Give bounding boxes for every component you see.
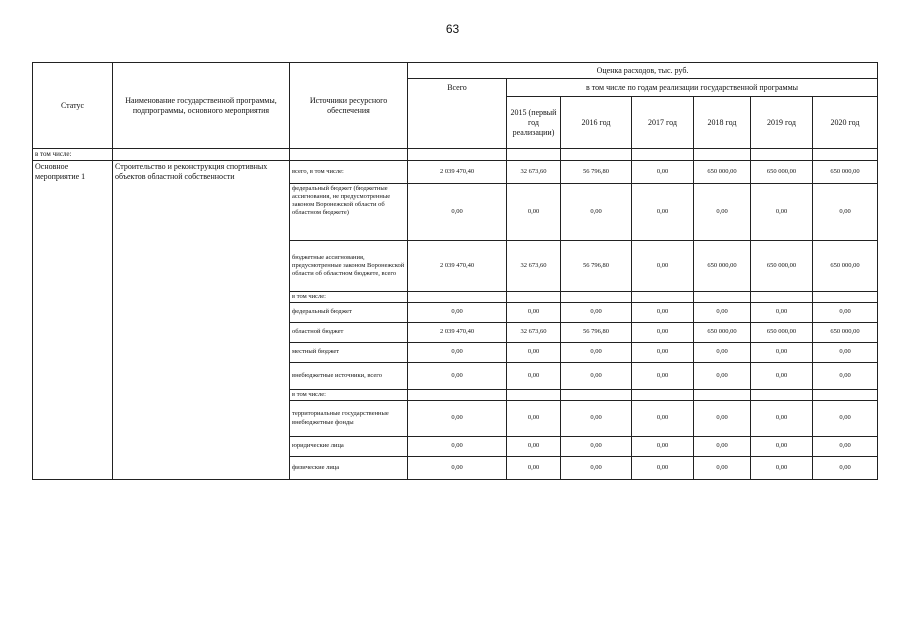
value-cell: 650 000,00 [694, 240, 751, 291]
value-cell [813, 389, 878, 400]
value-cell [694, 389, 751, 400]
value-cell: 0,00 [751, 362, 813, 389]
table-row [33, 160, 878, 183]
value-cell: 0,00 [632, 342, 694, 362]
value-cell: 32 673,60 [507, 240, 561, 291]
value-cell [632, 291, 694, 302]
value-cell: 0,00 [813, 401, 878, 437]
source-label: внебюджетные источники, всего [290, 362, 408, 389]
value-cell: 0,00 [694, 401, 751, 437]
value-cell: 0,00 [561, 457, 632, 480]
value-cell: 0,00 [751, 342, 813, 362]
value-cell: 0,00 [813, 437, 878, 457]
value-cell: 32 673,60 [507, 322, 561, 342]
source-label: всего, в том числе: [290, 160, 408, 183]
value-cell: 0,00 [813, 457, 878, 480]
value-cell: 650 000,00 [751, 160, 813, 183]
value-cell: 32 673,60 [507, 160, 561, 183]
source-label: в том числе: [290, 291, 408, 302]
including-row [33, 149, 878, 161]
value-cell: 0,00 [694, 183, 751, 240]
value-cell [813, 291, 878, 302]
value-cell: 0,00 [561, 302, 632, 322]
value-cell: 0,00 [632, 240, 694, 291]
value-cell: 650 000,00 [813, 160, 878, 183]
value-cell [751, 291, 813, 302]
value-cell: 650 000,00 [751, 240, 813, 291]
value-cell: 0,00 [408, 183, 507, 240]
value-cell: 650 000,00 [813, 240, 878, 291]
source-label: бюджетные ассигнования, предусмотренные законом Воронежской области об областном бюджете, всего [290, 240, 408, 291]
name-cell: Строительство и реконструкция спортивных объектов областной собственности [113, 160, 290, 479]
budget-table [32, 62, 878, 480]
value-cell: 0,00 [632, 457, 694, 480]
value-cell [561, 389, 632, 400]
value-cell: 0,00 [507, 183, 561, 240]
value-cell [408, 389, 507, 400]
value-cell: 0,00 [561, 342, 632, 362]
value-cell: 2 039 470,40 [408, 322, 507, 342]
value-cell: 0,00 [813, 302, 878, 322]
value-cell: 0,00 [507, 362, 561, 389]
header-year-2017: 2017 год [632, 97, 694, 149]
source-label: территориальные государственные внебюджетные фонды [290, 401, 408, 437]
value-cell: 0,00 [751, 183, 813, 240]
value-cell: 2 039 470,40 [408, 240, 507, 291]
header-status: Статус [33, 63, 113, 149]
header-total: Всего [408, 79, 507, 149]
value-cell: 2 039 470,40 [408, 160, 507, 183]
source-label: федеральный бюджет (бюджетные ассигнования, не предусмотренные законом Воронежской области об областном бюджете) [290, 183, 408, 240]
header-year-2020: 2020 год [813, 97, 878, 149]
value-cell: 0,00 [813, 183, 878, 240]
value-cell: 0,00 [694, 342, 751, 362]
value-cell: 0,00 [632, 322, 694, 342]
value-cell: 0,00 [751, 302, 813, 322]
value-cell [561, 291, 632, 302]
header-estimate: Оценка расходов, тыс. руб. [408, 63, 878, 79]
value-cell: 0,00 [694, 457, 751, 480]
value-cell: 56 796,80 [561, 160, 632, 183]
header-sources: Источники ресурсного обеспечения [290, 63, 408, 149]
value-cell: 56 796,80 [561, 240, 632, 291]
value-cell: 0,00 [751, 457, 813, 480]
value-cell: 0,00 [751, 401, 813, 437]
value-cell: 0,00 [694, 302, 751, 322]
value-cell: 0,00 [632, 183, 694, 240]
value-cell: 0,00 [408, 457, 507, 480]
header-year-2019: 2019 год [751, 97, 813, 149]
value-cell: 0,00 [408, 342, 507, 362]
value-cell [694, 291, 751, 302]
header-year-2015: 2015 (первый год реализации) [507, 97, 561, 149]
value-cell: 0,00 [561, 437, 632, 457]
header-year-2016: 2016 год [561, 97, 632, 149]
header-year-2018: 2018 год [694, 97, 751, 149]
value-cell: 0,00 [632, 302, 694, 322]
value-cell: 0,00 [507, 437, 561, 457]
value-cell: 0,00 [507, 302, 561, 322]
status-cell: Основное мероприятие 1 [33, 160, 113, 479]
value-cell: 0,00 [694, 437, 751, 457]
value-cell [507, 389, 561, 400]
value-cell [507, 291, 561, 302]
value-cell: 650 000,00 [694, 322, 751, 342]
value-cell: 0,00 [408, 401, 507, 437]
value-cell [408, 291, 507, 302]
value-cell: 0,00 [408, 302, 507, 322]
source-label: физические лица [290, 457, 408, 480]
value-cell: 650 000,00 [694, 160, 751, 183]
value-cell: 0,00 [561, 362, 632, 389]
value-cell: 0,00 [632, 401, 694, 437]
value-cell: 0,00 [507, 457, 561, 480]
source-label: местный бюджет [290, 342, 408, 362]
value-cell: 0,00 [408, 437, 507, 457]
value-cell: 0,00 [694, 362, 751, 389]
value-cell: 650 000,00 [751, 322, 813, 342]
header-by-years: в том числе по годам реализации государственной программы [507, 79, 878, 97]
value-cell: 56 796,80 [561, 322, 632, 342]
value-cell: 0,00 [408, 362, 507, 389]
value-cell: 650 000,00 [813, 322, 878, 342]
value-cell [632, 389, 694, 400]
header-name: Наименование государственной программы, подпрограммы, основного мероприятия [113, 63, 290, 149]
value-cell [751, 389, 813, 400]
source-label: федеральный бюджет [290, 302, 408, 322]
value-cell: 0,00 [507, 401, 561, 437]
source-label: в том числе: [290, 389, 408, 400]
value-cell: 0,00 [632, 160, 694, 183]
value-cell: 0,00 [751, 437, 813, 457]
value-cell: 0,00 [507, 342, 561, 362]
value-cell: 0,00 [561, 183, 632, 240]
page-number: 63 [445, 22, 460, 36]
source-label: областной бюджет [290, 322, 408, 342]
source-label: юридические лица [290, 437, 408, 457]
value-cell: 0,00 [561, 401, 632, 437]
including-label: в том числе: [33, 149, 113, 161]
value-cell: 0,00 [632, 437, 694, 457]
value-cell: 0,00 [632, 362, 694, 389]
value-cell: 0,00 [813, 342, 878, 362]
value-cell: 0,00 [813, 362, 878, 389]
